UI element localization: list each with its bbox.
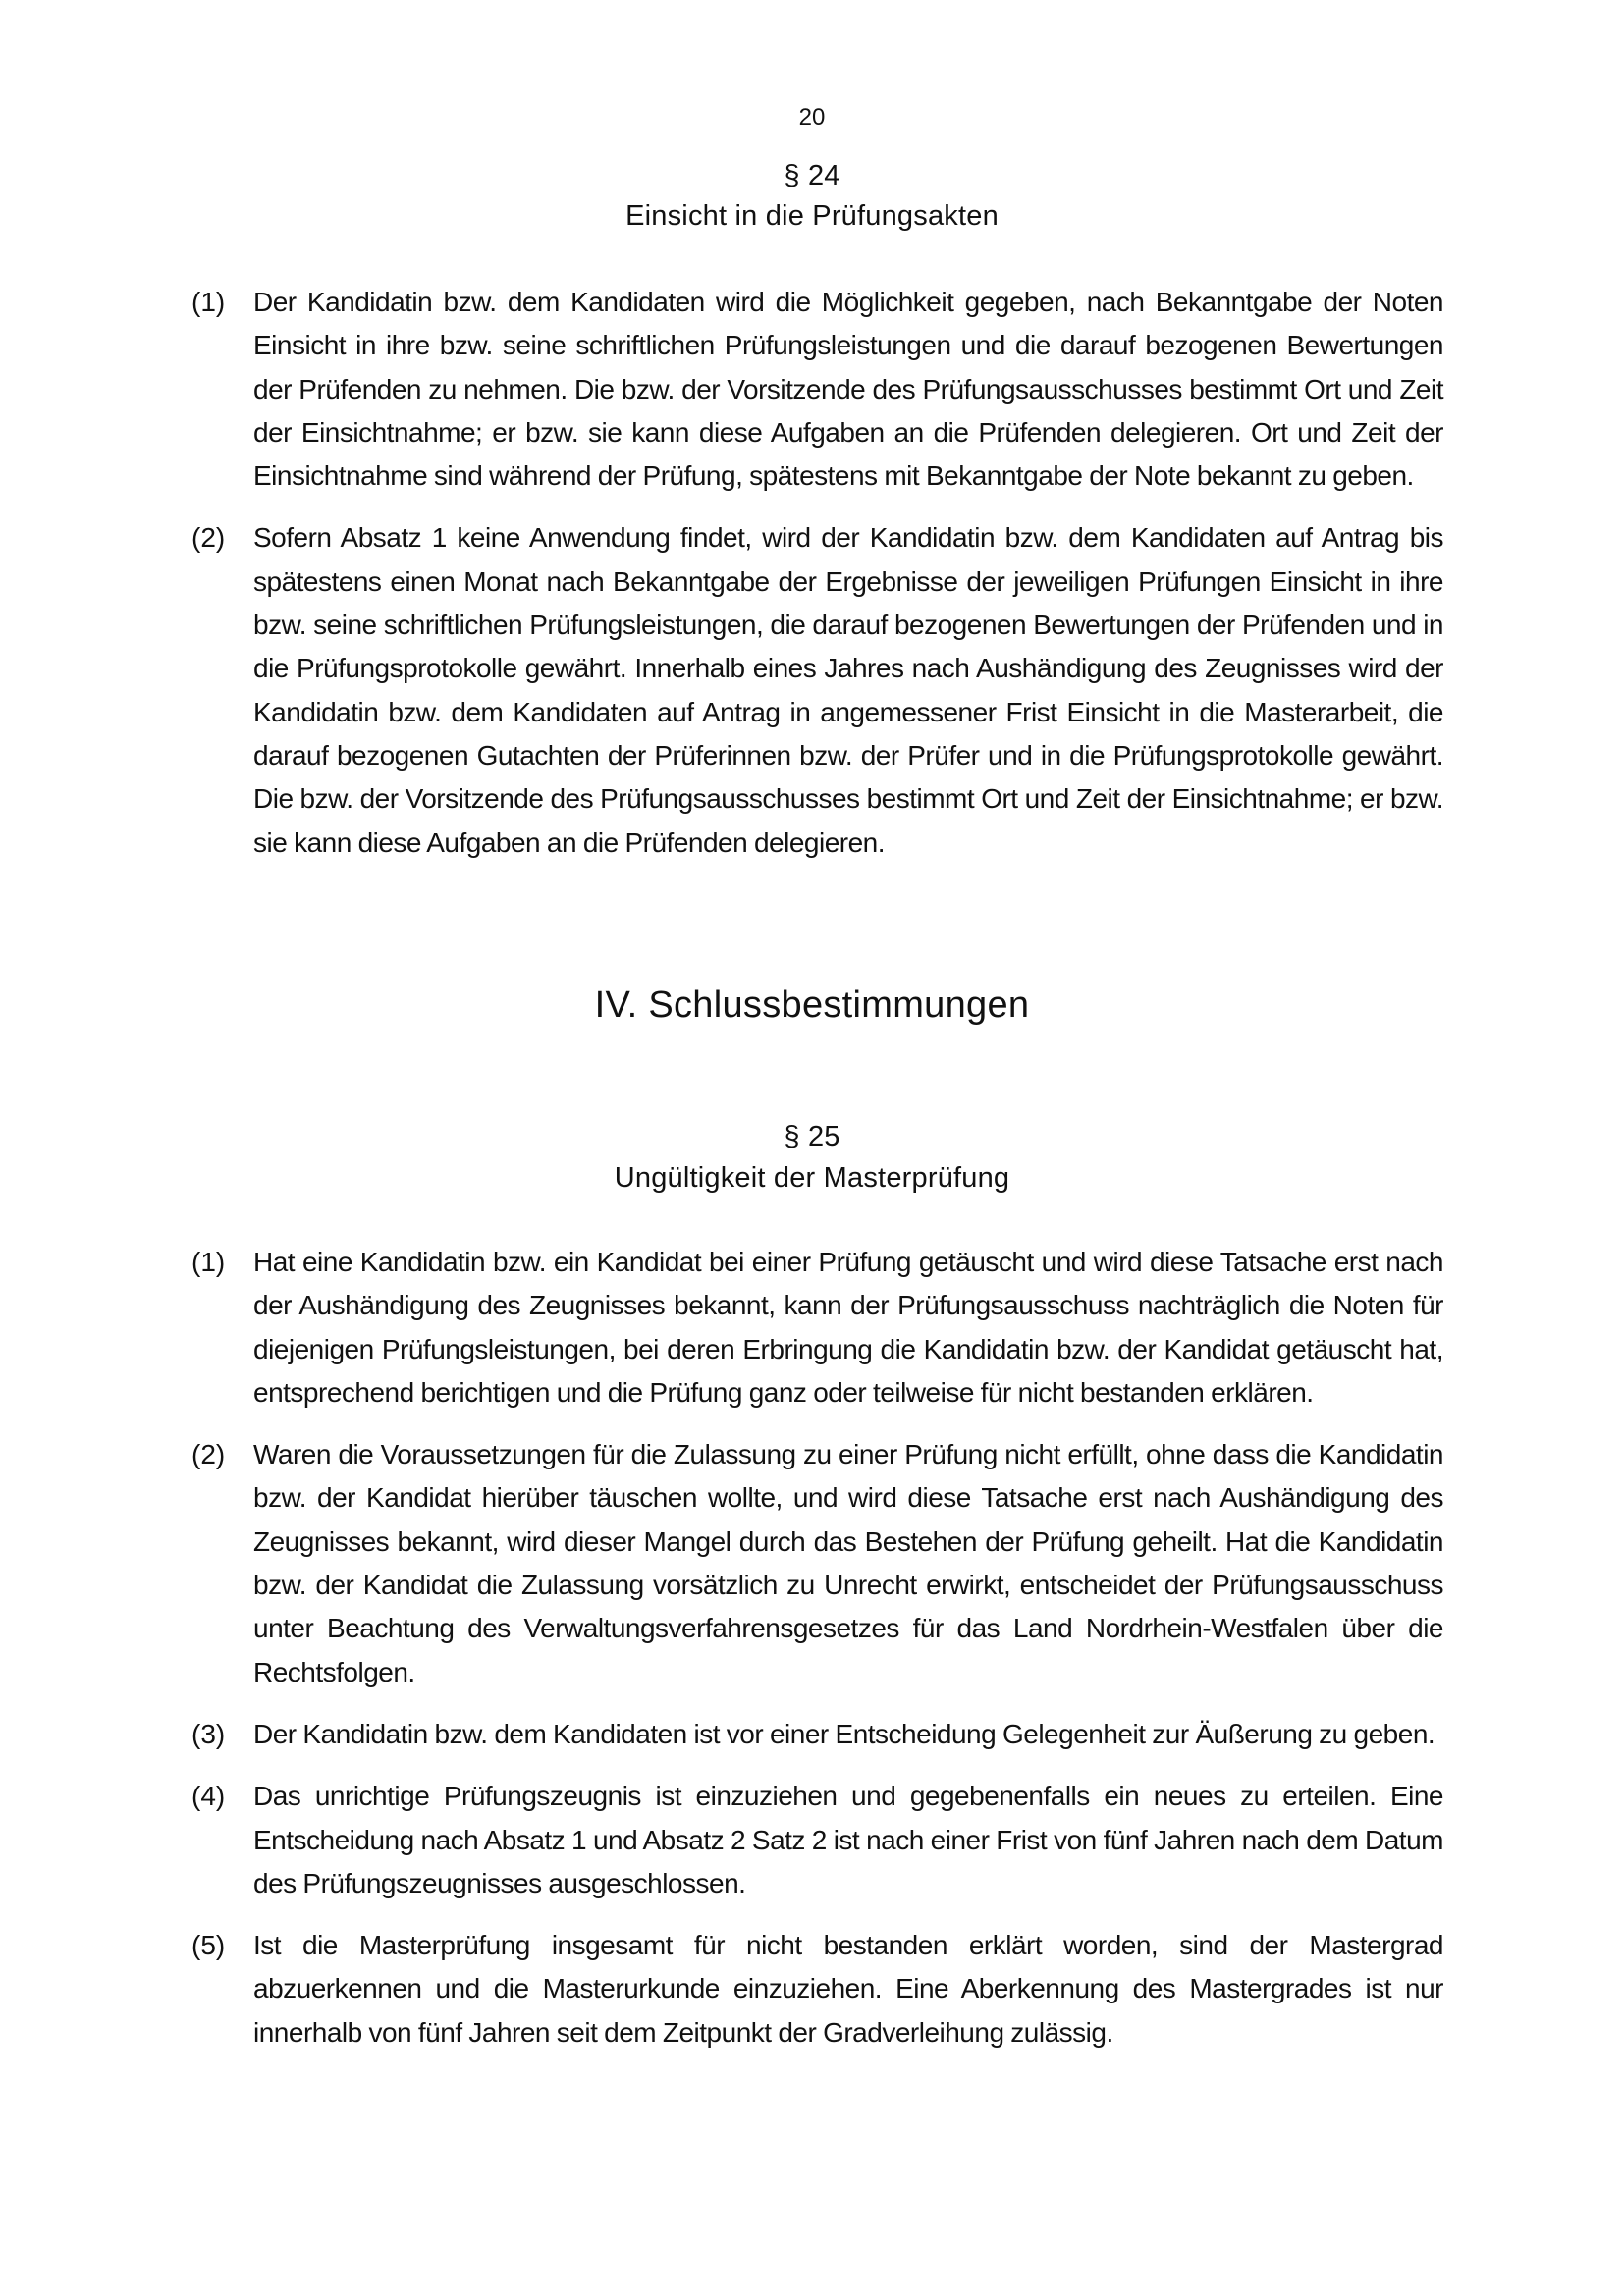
paragraph-number: (1) <box>191 287 226 317</box>
section-25-paragraph-2 <box>191 1433 1443 1694</box>
paragraph-text: Der Kandidatin bzw. dem Kandidaten wird die Möglichkeit gegeben, nach Bekanntgabe der Noten Einsicht in ihre bzw. seine schriftlichen Prüfungsleistungen und die darauf bezogenen Bewertungen der Prüfenden zu nehmen. Die bzw. der Vorsitzende des Prüfungsausschusses bestimmt Ort und Zeit der Einsichtnahme; er bzw. sie kann diese Aufgaben an die Prüfenden delegieren. Ort und Zeit der Einsichtnahme sind während der Prüfung, spätestens mit Bekanntgabe der Note bekannt zu geben. <box>253 287 1443 492</box>
paragraph-number: (5) <box>191 1930 226 1961</box>
paragraph-text: Ist die Masterprüfung insgesamt für nicht bestanden erklärt worden, sind der Mastergrad abzuerkennen und die Masterurkunde einzuziehen. Eine Aberkennung des Mastergrades ist nur innerhalb von fünf Jahren seit dem Zeitpunkt der Gradverleihung zulässig. <box>253 1930 1443 2048</box>
paragraph-text: Hat eine Kandidatin bzw. ein Kandidat bei einer Prüfung getäuscht und wird diese Tatsache erst nach der Aushändigung des Zeugnisses bekannt, kann der Prüfungsausschuss nachträglich die Noten für diejenigen Prüfungsleistungen, bei deren Erbringung die Kandidatin bzw. der Kandidat getäuscht hat, entsprechend berichtigen und die Prüfung ganz oder teilweise für nicht bestanden erklären. <box>253 1247 1443 1408</box>
paragraph-text: Waren die Voraussetzungen für die Zulassung zu einer Prüfung nicht erfüllt, ohne dass die Kandidatin bzw. der Kandidat hierüber täuschen wollte, und wird diese Tatsache erst nach Aushändigung des Zeugnisses bekannt, wird dieser Mangel durch das Bestehen der Prüfung geheilt. Hat die Kandidatin bzw. der Kandidat die Zulassung vorsätzlich zu Unrecht erwirkt, entscheidet der Prüfungsausschuss unter Beachtung des Verwaltungsverfahrensgesetzes für das Land Nordrhein-Westfalen über die Rechtsfolgen. <box>253 1439 1443 1687</box>
paragraph-text: Sofern Absatz 1 keine Anwendung findet, wird der Kandidatin bzw. dem Kandidaten auf Antrag bis spätestens einen Monat nach Bekanntgabe der Ergebnisse der jeweiligen Prüfungen Einsicht in ihre bzw. seine schriftlichen Prüfungsleistungen, die darauf bezogenen Bewertungen der Prüfenden und in die Prüfungsprotokolle gewährt. Innerhalb eines Jahres nach Aushändigung des Zeugnisses wird der Kandidatin bzw. dem Kandidaten auf Antrag in angemessener Frist Einsicht in die Masterarbeit, die darauf bezogenen Gutachten der Prüferinnen bzw. der Prüfer und in die Prüfungsprotokolle gewährt. Die bzw. der Vorsitzende des Prüfungsausschusses bestimmt Ort und Zeit der Einsichtnahme; er bzw. sie kann diese Aufgaben an die Prüfenden delegieren. <box>253 522 1443 858</box>
section-24-paragraph-1 <box>191 281 1443 498</box>
paragraph-number: (2) <box>191 522 226 554</box>
paragraph-number: (2) <box>191 1439 226 1470</box>
paragraph-number: (4) <box>191 1781 226 1812</box>
paragraph-text: Der Kandidatin bzw. dem Kandidaten ist vor einer Entscheidung Gelegenheit zur Äußerung zu geben. <box>253 1718 1435 1749</box>
section-24-paragraphs <box>191 281 1443 883</box>
section-24-number: § 24 <box>784 160 840 191</box>
section-25-paragraph-5 <box>191 1924 1443 2055</box>
section-25-paragraph-3 <box>191 1713 1443 1756</box>
paragraph-number: (3) <box>191 1718 226 1749</box>
section-24-paragraph-2 <box>191 516 1443 864</box>
section-25-number: § 25 <box>784 1121 840 1152</box>
section-25-paragraphs <box>191 1241 1443 2073</box>
part-iv-title: IV. Schlussbestimmungen <box>594 985 1030 1026</box>
paragraph-number: (1) <box>191 1247 226 1277</box>
section-24-title: Einsicht in die Prüfungsakten <box>625 200 999 232</box>
paragraph-text: Das unrichtige Prüfungszeugnis ist einzuziehen und gegebenenfalls ein neues zu erteilen. Eine Entscheidung nach Absatz 1 und Absatz 2 Satz 2 ist nach einer Frist von fünf Jahren nach dem Datum des Prüfungszeugnisses ausgeschlossen. <box>253 1781 1443 1898</box>
section-25-title: Ungültigkeit der Masterprüfung <box>614 1162 1010 1194</box>
section-25-paragraph-1 <box>191 1241 1443 1415</box>
page-number: 20 <box>798 104 826 131</box>
section-25-paragraph-4 <box>191 1775 1443 1905</box>
